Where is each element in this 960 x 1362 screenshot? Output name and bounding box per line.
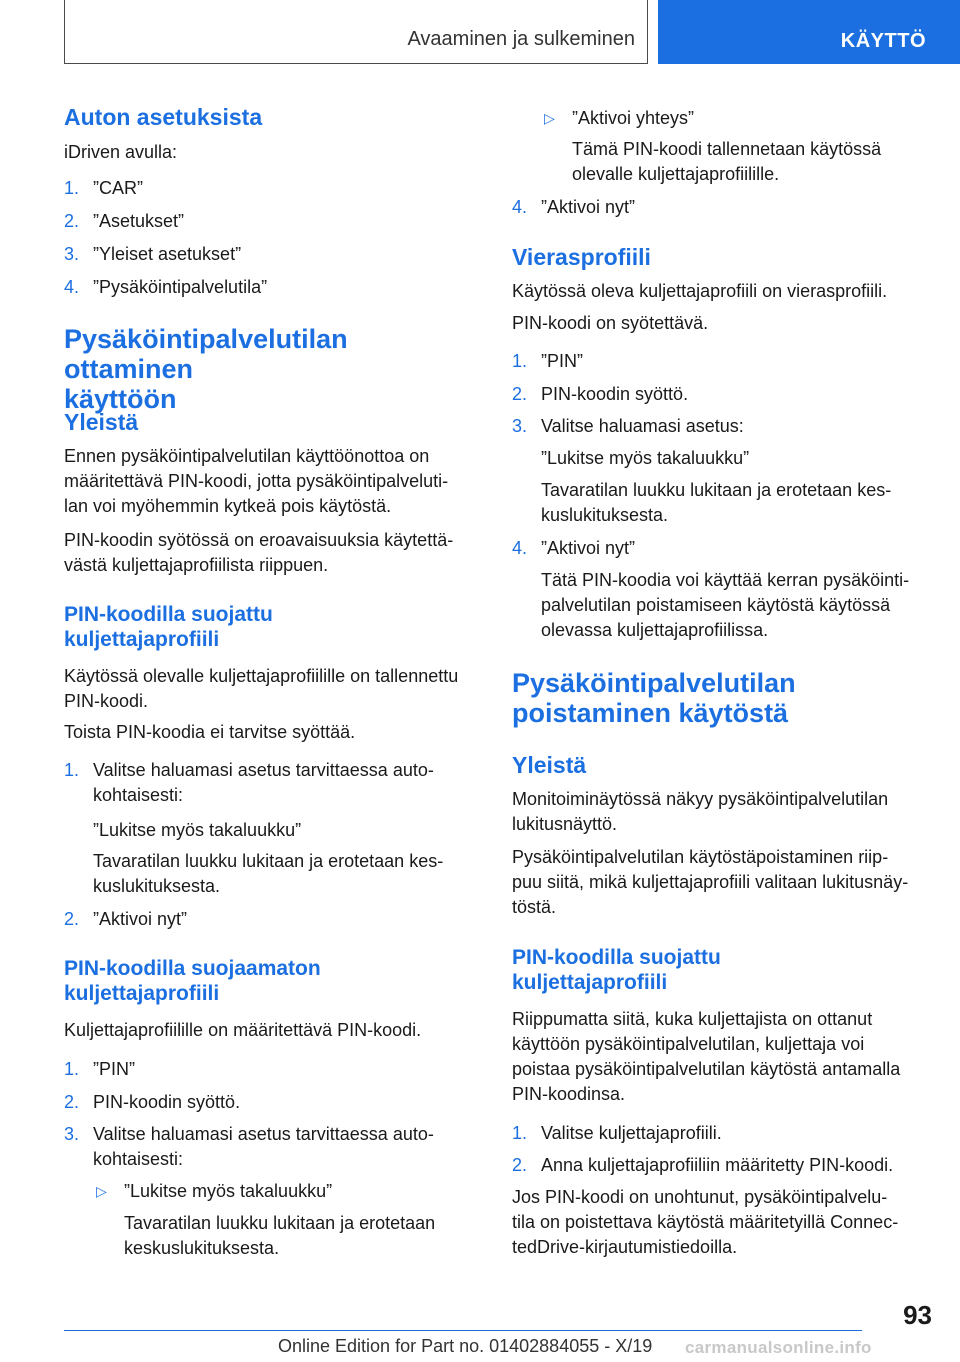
list-text: ”Asetukset” [93,211,185,231]
heading-line: kuljettajaprofiili [64,628,220,651]
list-subtext [512,568,932,643]
list-item [64,209,484,234]
text-line: töstä. [512,897,557,917]
list-item [64,1057,484,1082]
triangle-subtext [512,137,932,187]
paragraph [512,845,932,920]
triangle-item [512,106,932,131]
heading-line: kuljettajaprofiili [512,971,668,994]
list-text: PIN-koodin syöttö. [541,384,689,404]
list-item [64,176,484,201]
heading-line: PIN-koodilla suojaamaton [64,957,321,980]
heading-line: PIN-koodilla suojattu [64,603,273,626]
text-line: PIN-koodi. [64,691,149,711]
list-text: ”Pysäköintipalvelutila” [93,277,268,297]
heading-vierasprofiili: Vierasprofiili [512,244,651,270]
text-line: Tavaratilan luukku lukitaan ja erotetaan kes- [541,480,892,500]
triangle-icon: ▷ [96,1183,107,1199]
text-line: Tämä PIN-koodi tallennetaan käytössä [572,139,882,159]
list-subtext: ”Lukitse myös takaluukku” [541,448,750,468]
list-text: ”CAR” [93,178,143,198]
footer-edition-note: Online Edition for Part no. 01402884055 - X/19 [278,1336,653,1356]
text-line: lukitusnäyttö. [512,814,618,834]
text-line: käyttöön pysäköintipalvelutilan, kuljettaja voi [512,1034,865,1054]
text-line: PIN-koodin syötössä on eroavaisuuksia käytettä- [64,530,454,550]
heading-yleista: Yleistä [64,409,139,435]
text-line: kuslukituksesta. [541,505,669,525]
heading-suojattu [512,945,932,995]
heading-line: kuljettajaprofiili [64,982,220,1005]
list-text: ”Yleiset asetukset” [93,244,242,264]
list-text: ”PIN” [93,1059,135,1079]
text-line: kohtaisesti: [93,785,184,805]
text-line: olevassa kuljettajaprofiilissa. [541,620,769,640]
paragraph: PIN-koodi on syötettävä. [512,313,709,333]
text-line: poistaa pysäköintipalvelutilan käytöstä antamalla [512,1059,901,1079]
list-subtext [512,478,932,528]
triangle-text: ”Lukitse myös takaluukku” [124,1181,333,1201]
list-item [512,382,932,407]
heading-line: Pysäköintipalvelutilan ottaminen [64,324,348,384]
heading-yleista: Yleistä [512,752,587,778]
text-line: Valitse haluamasi asetus tarvittaessa auto- [93,1124,434,1144]
list-number: 1. [64,1059,80,1079]
triangle-text: ”Aktivoi yhteys” [572,108,695,128]
text-line: määritettävä PIN-koodi, jotta pysäköintipalveluti- [64,471,449,491]
list-text: Valitse haluamasi asetus: [541,416,744,436]
paragraph: Käytössä oleva kuljettajaprofiili on vierasprofiili. [512,281,888,301]
footer-divider [64,1330,862,1331]
watermark: carmanualsonline.info [685,1338,872,1357]
list-number: 3. [64,1124,80,1144]
text-line: olevalle kuljettajaprofiilille. [572,164,780,184]
heading-line: käyttöön [64,384,177,414]
heading-line: PIN-koodilla suojattu [512,946,721,969]
text-line: puu siitä, mikä kuljettajaprofiili valitaan lukitusnäy- [512,872,909,892]
text-line: Pysäköintipalvelutilan käytöstäpoistaminen riip- [512,847,889,867]
list-number: 4. [512,197,528,217]
text-line: Valitse haluamasi asetus tarvittaessa auto- [93,760,434,780]
list-text: Valitse kuljettajaprofiili. [541,1123,722,1143]
list-number: 3. [512,416,528,436]
paragraph: Kuljettajaprofiilille on määritettävä PIN-koodi. [64,1020,422,1040]
list-item [512,195,932,220]
paragraph [64,664,484,714]
text-line: tila on poistettava käytöstä määritetyillä Connec- [512,1212,899,1232]
paragraph [512,787,932,837]
text-line: Monitoiminäytössä näkyy pysäköintipalvelutilan [512,789,889,809]
header-section-title: Avaaminen ja sulkeminen [407,28,635,50]
heading-auton-asetuksista: Auton asetuksista [64,104,263,130]
page-number: 93 [903,1300,932,1330]
paragraph [64,444,484,519]
header-chapter-title: KÄYTTÖ [840,30,926,52]
list-text: ”Aktivoi nyt” [541,538,636,558]
header-section-box [64,0,648,64]
list-text: ”PIN” [541,351,583,371]
list-item [64,242,484,267]
text-line: lan voi myöhemmin kytkeä pois käytöstä. [64,496,392,516]
list-number: 3. [64,244,80,264]
heading-suojaamaton [64,956,484,1006]
heading-ottaminen [64,324,484,414]
triangle-icon: ▷ [544,110,555,126]
list-number: 1. [64,178,80,198]
list-number: 4. [64,277,80,297]
list-text: PIN-koodin syöttö. [93,1092,241,1112]
list-number: 1. [64,760,80,780]
paragraph: iDriven avulla: [64,142,178,162]
heading-suojattu [64,602,484,652]
list-text: Anna kuljettajaprofiiliin määritetty PIN-koodi. [541,1155,894,1175]
text-line: Tätä PIN-koodia voi käyttää kerran pysäköinti- [541,570,910,590]
text-line: Tavaratilan luukku lukitaan ja erotetaan kes- [93,851,444,871]
list-number: 2. [512,384,528,404]
list-item [64,1122,484,1172]
text-line: tedDrive-kirjautumistiedoilla. [512,1237,738,1257]
paragraph [512,1007,932,1107]
text-line: Käytössä olevalle kuljettajaprofiilille on tallennettu [64,666,459,686]
list-item [64,1090,484,1115]
list-item [64,758,484,808]
list-number: 2. [64,1092,80,1112]
triangle-subtext [64,1211,484,1261]
text-line: keskuslukituksesta. [124,1238,280,1258]
list-item [512,1121,932,1146]
list-item [512,414,932,439]
list-item [64,275,484,300]
paragraph [512,1185,932,1260]
header-chapter-tab [658,0,960,64]
text-line: Tavaratilan luukku lukitaan ja erotetaan [124,1213,436,1233]
text-line: PIN-koodinsa. [512,1084,626,1104]
text-line: Ennen pysäköintipalvelutilan käyttöönottoa on [64,446,430,466]
list-number: 1. [512,1123,528,1143]
text-line: Jos PIN-koodi on unohtunut, pysäköintipalvelu- [512,1187,888,1207]
text-line: kohtaisesti: [93,1149,184,1169]
heading-line: poistaminen käytöstä [512,698,789,728]
paragraph [64,528,484,578]
paragraph: Toista PIN-koodia ei tarvitse syöttää. [64,722,356,742]
text-line: kuslukituksesta. [93,876,221,896]
list-item [64,907,484,932]
list-item [512,536,932,561]
text-line: palvelutilan poistamiseen käytöstä käytössä [541,595,891,615]
list-number: 4. [512,538,528,558]
text-line: Riippumatta siitä, kuka kuljettajista on ottanut [512,1009,873,1029]
heading-poistaminen [512,668,932,728]
list-text: ”Aktivoi nyt” [93,909,188,929]
triangle-item [64,1179,484,1204]
heading-line: Pysäköintipalvelutilan [512,668,796,698]
text-line: västä kuljettajaprofiilista riippuen. [64,555,329,575]
list-text: ”Aktivoi nyt” [541,197,636,217]
list-subtext [64,849,484,899]
list-item [512,1153,932,1178]
list-number: 2. [64,909,80,929]
list-subtext: ”Lukitse myös takaluukku” [93,820,302,840]
list-number: 2. [64,211,80,231]
list-item [512,349,932,374]
list-number: 1. [512,351,528,371]
list-number: 2. [512,1155,528,1175]
